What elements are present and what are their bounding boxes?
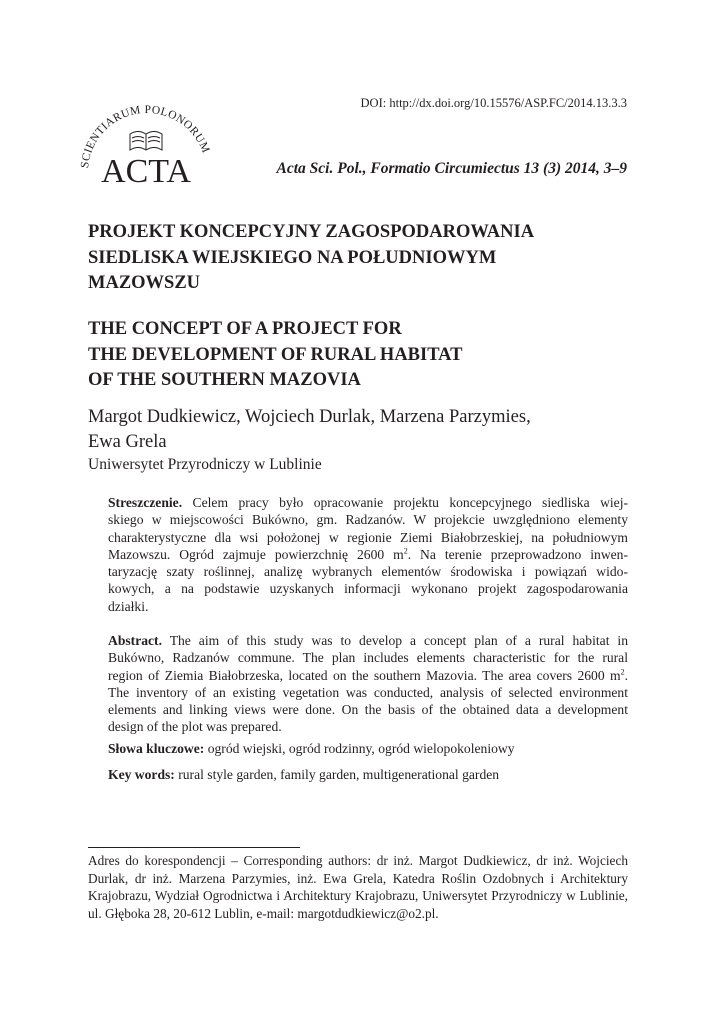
abstract-english-line: design of the plot was prepared. [108,719,282,735]
keywords-english-text: rural style garden, family garden, multigenerational garden [174,767,500,782]
abstract-english-line [108,667,628,684]
authors-line: Margot Dudkiewicz, Wojciech Durlak, Marzena Parzymies, [88,407,531,427]
footnote-divider [88,847,300,848]
footnote-line: ul. Głęboka 28, 20-612 Lublin, e-mail: margotdudkiewicz@o2.pl. [88,905,439,921]
keywords-polish [108,741,515,757]
text-run: . [624,667,628,683]
title-english-line: OF THE SOUTHERN MAZOVIA [88,370,361,390]
abstract-english-line [108,632,628,649]
abstract-english [108,632,628,736]
authors [88,405,648,455]
footnote-line: Adres do korespondencji – Corresponding authors: dr inż. Margot Dudkiewicz, dr inż. Wojciech [88,853,628,868]
title-polish-line: SIEDLISKA WIEJSKIEGO NA POŁUDNIOWYM [88,247,497,268]
text-run: . Na terenie przeprowadzono inwen- [407,546,628,562]
title-english [88,317,648,394]
text-run: Celem pracy było opracowanie projektu koncepcyjnego siedliska wiej- [182,495,628,510]
keywords-polish-label: Słowa kluczowe: [108,741,205,756]
doi-line: DOI: http://dx.doi.org/10.15576/ASP.FC/2014.13.3.3 [360,96,627,110]
abstract-polish-line: charakterystyczne dla wsi położonej w regionie Ziemi Białobrzeskiej, na południowym [108,529,628,545]
journal-citation: Acta Sci. Pol., Formatio Circumiectus 13 (3) 2014, 3–9 [276,160,627,177]
title-polish-line: MAZOWSZU [88,273,201,293]
abstract-english-label: Abstract. [108,633,162,648]
acta-logo [74,92,214,188]
keywords-english-label: Key words: [108,767,175,782]
affiliation: Uniwersytet Przyrodniczy w Lublinie [88,456,322,473]
abstract-polish-label: Streszczenie. [108,495,183,510]
abstract-polish-line: taryzację szaty roślinnej, analizę wybranych elementów środowiska i powiązań wido- [108,564,628,580]
abstract-polish-line: skiego w miejscowości Bukówno, gm. Radzanów. W projekcie uwzględniono elementy [108,512,628,528]
logo-arc-text: SCIENTIARUM POLONORUM [79,103,212,169]
logo-word: ACTA [101,153,191,188]
text-run: The aim of this study was to develop a concept plan of a rural habitat in [161,633,628,648]
abstract-english-line: elements and linking views were done. On the basis of the obtained data a development [108,702,628,718]
keywords-english [108,767,499,783]
abstract-polish [108,494,628,615]
title-polish-line: PROJEKT KONCEPCYJNY ZAGOSPODAROWANIA [88,222,535,242]
abstract-english-line: The inventory of an existing vegetation was conducted, analysis of selected environment [108,684,628,700]
keywords-polish-text: ogród wiejski, ogród rodzinny, ogród wielopokoleniowy [204,741,515,756]
title-polish [88,220,648,297]
abstract-english-line: Bukówno, Radzanów commune. The plan includes elements characteristic for the rural [108,650,628,666]
abstract-polish-line: działki. [108,598,149,614]
superscript: 2 [403,546,408,556]
superscript: 2 [620,667,625,677]
title-english-line: THE DEVELOPMENT OF RURAL HABITAT [88,344,463,365]
footnote-line: Krajobrazu, Wydział Ogrodnictwa i Architektury Krajobrazu, Uniwersytet Przyrodniczy w Lublinie, [88,888,628,904]
abstract-polish-line [108,546,628,563]
title-english-line: THE CONCEPT OF A PROJECT FOR [88,319,402,339]
book-icon [130,132,162,151]
abstract-polish-line: kowych, a na podstawie uzyskanych informacji wykonano projekt zagospodarowania [108,581,628,597]
text-run: region of Ziemia Białobrzeska, located on the southern Mazovia. The area covers 2600 m [108,667,621,683]
abstract-polish-line [108,494,628,511]
correspondence-footnote [88,852,628,922]
authors-line: Ewa Grela [88,432,167,452]
text-run: Mazowszu. Ogród zajmuje powierzchnię 2600 m [108,546,404,562]
footnote-line: Durlak, dr inż. Marzena Parzymies, inż. Ewa Grela, Katedra Roślin Ozdobnych i Architektury [88,870,628,886]
